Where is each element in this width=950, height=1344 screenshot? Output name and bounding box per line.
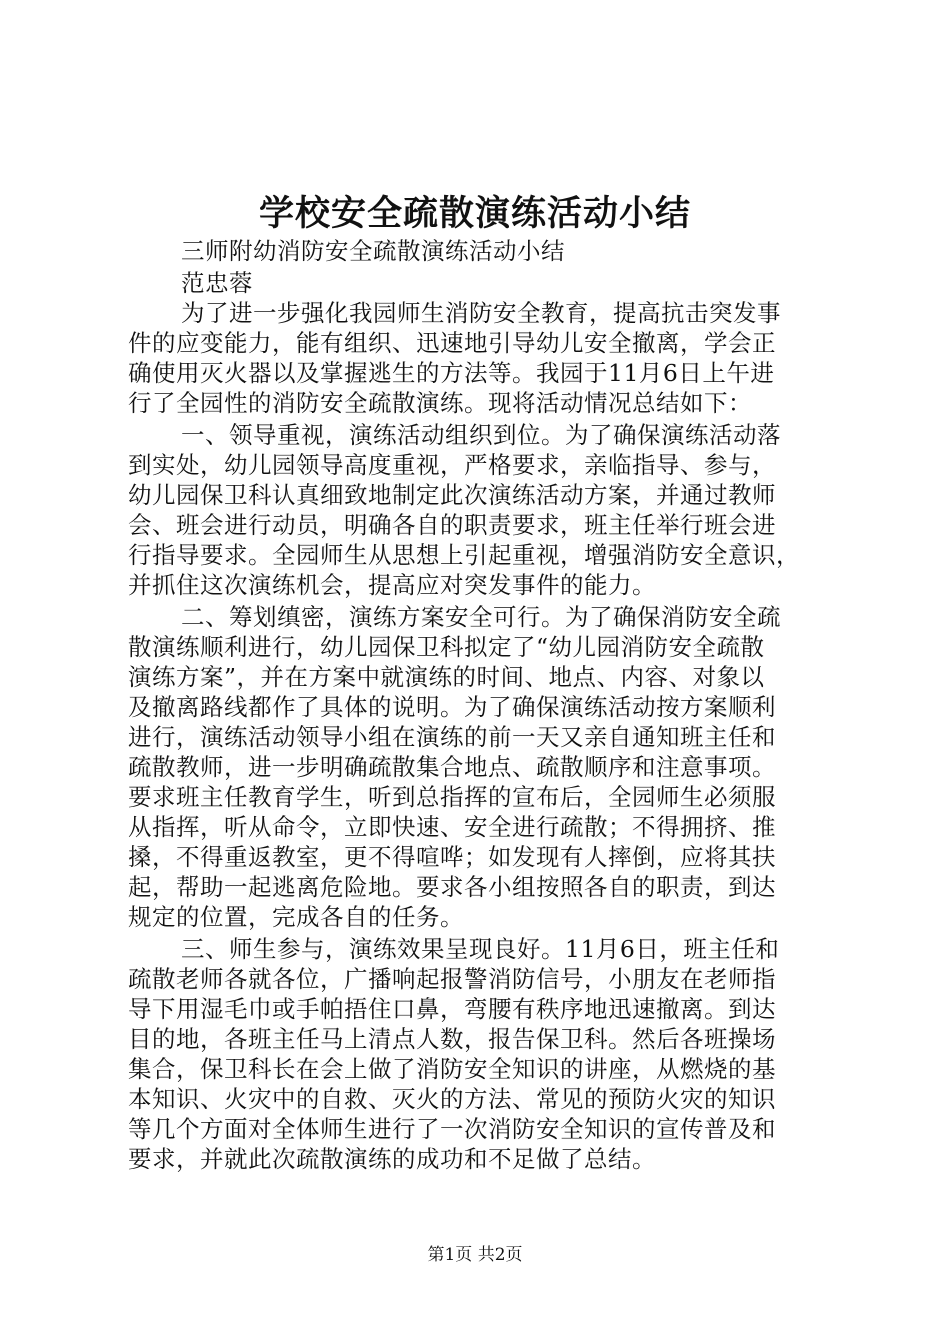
body-line: 从指挥，听从命令，立即快速、安全进行疏散；不得拥挤、推 [128,813,776,841]
body-line: 一、领导重视，演练活动组织到位。为了确保演练活动落 [181,421,781,449]
body-line: 为了进一步强化我园师生消防安全教育，提高抗击突发事 [181,299,781,327]
body-line: 疏散老师各就各位，广播响起报警消防信号，小朋友在老师指 [128,965,776,993]
body-line: 本知识、火灾中的自救、灭火的方法、常见的预防火灾的知识 [128,1085,776,1113]
body-line: 进行，演练活动领导小组在演练的前一天又亲自通知班主任和 [128,723,776,751]
body-line: 行了全园性的消防安全疏散演练。现将活动情况总结如下： [128,389,752,417]
author: 范忠蓉 [181,269,253,297]
body-line: 目的地，各班主任马上清点人数，报告保卫科。然后各班操场 [128,1025,776,1053]
body-line: 集合，保卫科长在会上做了消防安全知识的讲座，从燃烧的基 [128,1055,776,1083]
body-line: 疏散教师，进一步明确疏散集合地点、疏散顺序和注意事项。 [128,753,776,781]
body-line: 起，帮助一起逃离危险地。要求各小组按照各自的职责，到达 [128,873,776,901]
body-line: 二、筹划缜密，演练方案安全可行。为了确保消防安全疏 [181,603,781,631]
body-line: 三、师生参与，演练效果呈现良好。11月6日，班主任和 [181,935,780,963]
body-line: 演练方案”，并在方案中就演练的时间、地点、内容、对象以 [128,663,765,691]
body-line: 散演练顺利进行，幼儿园保卫科拟定了“幼儿园消防安全疏散 [128,633,765,661]
body-line: 确使用灭火器以及掌握逃生的方法等。我园于11月6日上午进 [128,359,775,387]
body-line: 导下用湿毛巾或手帕捂住口鼻，弯腰有秩序地迅速撤离。到达 [128,995,776,1023]
body-line: 幼儿园保卫科认真细致地制定此次演练活动方案，并通过教师 [128,481,776,509]
subtitle: 三师附幼消防安全疏散演练活动小结 [181,237,565,265]
body-line: 到实处，幼儿园领导高度重视，严格要求，亲临指导、参与， [128,451,776,479]
body-line: 等几个方面对全体师生进行了一次消防安全知识的宣传普及和 [128,1115,776,1143]
body-line: 并抓住这次演练机会，提高应对突发事件的能力。 [128,571,656,599]
page-footer: 第1页 共2页 [427,1245,523,1265]
body-line: 要求，并就此次疏散演练的成功和不足做了总结。 [128,1145,656,1173]
body-line: 行指导要求。全园师生从思想上引起重视，增强消防安全意识， [128,541,800,569]
body-line: 规定的位置，完成各自的任务。 [128,903,464,931]
document-title: 学校安全疏散演练活动小结 [258,193,691,234]
body-line: 搡，不得重返教室，更不得喧哗；如发现有人摔倒，应将其扶 [128,843,776,871]
body-line: 件的应变能力，能有组织、迅速地引导幼儿安全撤离，学会正 [128,329,776,357]
body-line: 会、班会进行动员，明确各自的职责要求，班主任举行班会进 [128,511,776,539]
body-line: 及撤离路线都作了具体的说明。为了确保演练活动按方案顺利 [128,693,776,721]
body-line: 要求班主任教育学生，听到总指挥的宣布后，全园师生必须服 [128,783,776,811]
